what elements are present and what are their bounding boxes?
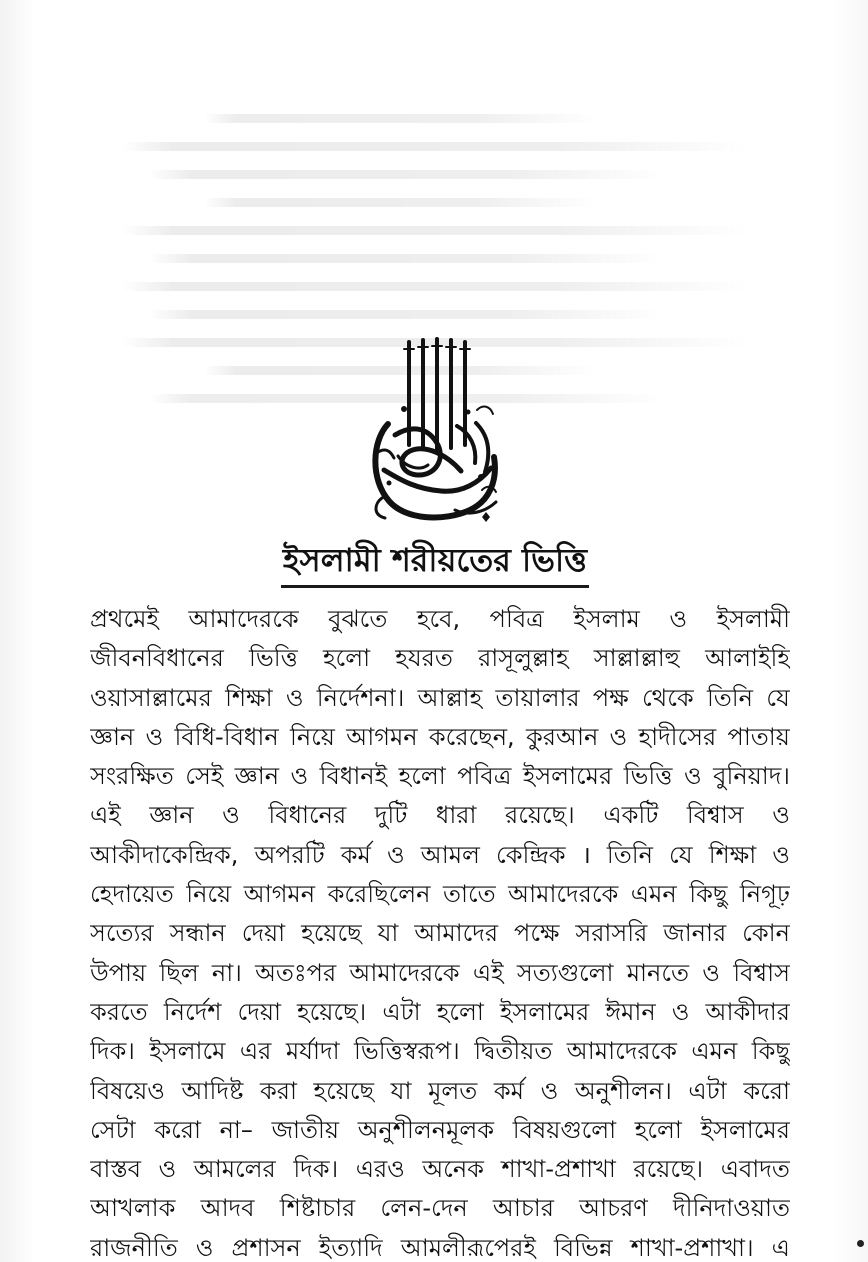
- paragraph-line: [90, 1072, 790, 1111]
- paragraph-word: জ্ঞান: [90, 722, 135, 751]
- paragraph-word: অনুশীলনমূলক: [357, 1115, 495, 1144]
- paragraph-line: [90, 836, 790, 875]
- paragraph-word: পবিত্র: [489, 605, 544, 633]
- paragraph-word: এমন: [691, 1037, 738, 1066]
- faint-show-through-line: [122, 142, 748, 151]
- paragraph-word: আমাদেরকে: [188, 605, 299, 633]
- paragraph-word: আগমন: [243, 880, 316, 909]
- paragraph-word: কোন: [742, 919, 790, 948]
- paragraph-line: [90, 1032, 790, 1071]
- paragraph-word: জ্ঞান: [234, 762, 280, 791]
- paragraph-word: আল্লাহ: [417, 683, 483, 712]
- paragraph-word: নিয়ে: [289, 722, 335, 751]
- paragraph-word: ইসলামের: [700, 1115, 790, 1144]
- paragraph-line: [90, 914, 790, 953]
- paragraph-line: [90, 600, 790, 639]
- faint-show-through-line: [204, 114, 598, 123]
- paragraph-word: ভিত্তি: [249, 644, 298, 673]
- paragraph-word: অতঃপর: [255, 958, 337, 987]
- paragraph-word: সন্ধান: [169, 919, 226, 948]
- paragraph-word: ভিত্তি: [623, 762, 673, 791]
- paragraph-word: তাতে: [443, 880, 496, 909]
- paragraph-word: হেদায়েত: [90, 880, 174, 909]
- faint-show-through-line: [149, 170, 666, 179]
- paragraph-word: না।: [211, 958, 242, 987]
- paragraph-word: ও: [772, 840, 790, 869]
- paragraph-word: আচরণ: [579, 1194, 648, 1223]
- paragraph-word: আমাদেরকে: [349, 958, 460, 987]
- paragraph-word: বুনিয়াদ।: [713, 762, 790, 791]
- paragraph-word: করা: [259, 1076, 297, 1105]
- paragraph-word: হয়েছে: [301, 919, 362, 948]
- paragraph-word: শিক্ষা: [708, 840, 757, 869]
- paragraph-word: জ্ঞান: [149, 801, 194, 830]
- paragraph-word: শাখা-প্রশাখা।: [630, 1233, 754, 1260]
- paragraph-word: হলো: [634, 1115, 682, 1144]
- paragraph-line: [90, 954, 790, 993]
- paragraph-word: সরাসরি: [575, 919, 648, 948]
- paragraph-word: এবাদত: [720, 1155, 790, 1184]
- paragraph-word: ঈমান: [605, 997, 656, 1026]
- faint-show-through-line: [122, 282, 748, 291]
- paragraph-word: পবিত্র: [457, 762, 512, 791]
- paragraph-word: আলাইহি: [705, 644, 790, 673]
- paragraph-word: যা: [377, 919, 399, 948]
- bismillah-calligraphy-icon: [359, 332, 511, 530]
- paragraph-word: হাদীসের: [638, 722, 717, 751]
- paragraph-word: লেন-দেন: [380, 1194, 468, 1223]
- paragraph-word: এরও: [355, 1155, 405, 1184]
- paragraph-word: করেছিলেন: [327, 880, 431, 909]
- paragraph-word: বিশ্বাস: [686, 801, 744, 830]
- paragraph-word: বিভিন্ন: [553, 1233, 613, 1260]
- paragraph-word: নির্দেশ: [163, 997, 222, 1026]
- paragraph-word: সেই: [185, 762, 224, 791]
- paragraph-word: ইসলাম: [573, 605, 640, 633]
- paragraph-word: বিশ্বাস: [733, 958, 790, 987]
- paragraph-word: রাজনীতি: [90, 1233, 178, 1260]
- paragraph-line: [90, 679, 790, 718]
- paragraph-word: বিষয়গুলো: [512, 1115, 617, 1144]
- paragraph-word: দুটি: [374, 801, 408, 830]
- paragraph-word: ও: [683, 762, 702, 791]
- paragraph-word: হলো: [398, 762, 446, 791]
- paragraph-word: আগমন: [346, 722, 418, 751]
- paragraph-word: প্রথমেই: [90, 605, 159, 633]
- paragraph-word: মর্যাদা: [285, 1037, 340, 1066]
- faint-show-through-line: [122, 226, 748, 235]
- paragraph-word: যে: [766, 683, 790, 712]
- paragraph-word: ।: [581, 840, 591, 869]
- paragraph-word: ও: [386, 840, 405, 869]
- paragraph-word: ও: [540, 1076, 559, 1105]
- paragraph-word: রয়েছে।: [633, 1155, 704, 1184]
- paragraph-word: রয়েছে।: [505, 801, 575, 830]
- paragraph-word: বিধি-বিধান: [174, 722, 279, 751]
- paragraph-word: ধারা: [435, 801, 477, 830]
- paragraph-word: এটা: [688, 1076, 727, 1105]
- paragraph-word: পাতায়: [727, 722, 790, 751]
- paragraph-word: আকীদাকেন্দ্রিক,: [90, 840, 239, 869]
- paragraph-word: সংরক্ষিত: [90, 762, 174, 791]
- paragraph-line: [90, 1111, 790, 1150]
- paragraph-word: ও: [669, 605, 688, 633]
- paragraph-line: [90, 1229, 790, 1260]
- paragraph-word: ছিল: [159, 958, 199, 987]
- paragraph-line: [90, 718, 790, 757]
- paragraph-word: এমন: [630, 880, 677, 909]
- paragraph-word: জানার: [663, 919, 727, 948]
- paragraph-word: আদব: [200, 1194, 255, 1223]
- paragraph-word: এটা: [382, 997, 421, 1026]
- paragraph-word: যে: [669, 840, 693, 869]
- paragraph-word: কর্ম: [340, 840, 371, 869]
- paragraph-word: শিক্ষা: [225, 683, 273, 712]
- paragraph-word: আমল: [420, 840, 480, 869]
- paragraph-word: হলো: [436, 997, 484, 1026]
- paragraph-word: বাস্তব: [90, 1155, 141, 1184]
- section-heading: ইসলামী শরীয়তের ভিত্তি: [281, 540, 589, 588]
- paragraph-word: এই: [90, 801, 121, 830]
- paragraph-word: আমলীরূপেরই: [400, 1233, 536, 1260]
- paragraph-word: একটি: [603, 801, 659, 830]
- paragraph-word: বিধানই: [319, 762, 388, 791]
- paragraph-word: নিয়ে: [186, 880, 232, 909]
- paragraph-line: [90, 639, 790, 678]
- paragraph-word: কিছু: [751, 1037, 790, 1066]
- paragraph-word: না–: [219, 1115, 253, 1144]
- paragraph-word: শাখা-প্রশাখা: [501, 1155, 616, 1184]
- paragraph-line: [90, 1150, 790, 1189]
- heading-container: [279, 540, 591, 588]
- paragraph-word: আচার: [492, 1194, 554, 1223]
- paragraph-word: তিনি: [706, 683, 754, 712]
- scan-edge-mark: [857, 1240, 864, 1247]
- paragraph-word: ইসলামের: [522, 762, 613, 791]
- paragraph-word: আকীদার: [705, 997, 790, 1026]
- paragraph-word: সাল্লাল্লাহু: [593, 644, 680, 673]
- paragraph-word: দীনিদাওয়াত: [672, 1194, 790, 1223]
- paragraph-word: রাসূলুল্লাহ: [478, 644, 569, 673]
- paragraph-word: সত্যগুলো: [516, 958, 614, 987]
- paragraph-word: এই: [472, 958, 504, 987]
- paragraph-line: [90, 993, 790, 1032]
- paragraph-word: হয়েছে: [313, 1076, 375, 1105]
- paragraph-word: আমাদেরকে: [508, 880, 619, 909]
- paragraph-word: হলো: [322, 644, 371, 673]
- paragraph-word: বিধানের: [268, 801, 347, 830]
- paragraph-word: আদিষ্ট: [181, 1076, 244, 1105]
- paragraph-word: কুরআন: [525, 722, 599, 751]
- paragraph-word: করতে: [90, 997, 148, 1026]
- paragraph-word: পক্ষ: [592, 683, 629, 712]
- paragraph-word: পক্ষে: [514, 919, 560, 948]
- paragraph-word: দ্বিতীয়ত: [474, 1037, 553, 1066]
- paragraph-word: ভিত্তিস্বরূপ।: [353, 1037, 460, 1066]
- paragraph-word: আমলের: [193, 1155, 276, 1184]
- paragraph-word: ও: [772, 801, 790, 830]
- paragraph-word: মানতে: [626, 958, 689, 987]
- faint-show-through-line: [204, 198, 598, 207]
- paragraph-word: ও: [702, 958, 720, 987]
- paragraph-word: বুঝতে: [328, 605, 388, 633]
- paragraph-word: তিনি: [606, 840, 653, 869]
- paragraph-word: কেন্দ্রিক: [496, 840, 566, 869]
- paragraph-word: ও: [671, 997, 690, 1026]
- paragraph-word: যা: [390, 1076, 412, 1105]
- paragraph-word: নির্দেশনা।: [316, 683, 405, 712]
- paragraph-word: করো: [743, 1076, 790, 1105]
- paragraph-word: অনুশীলন।: [574, 1076, 672, 1105]
- paragraph-word: ও: [145, 722, 164, 751]
- paragraph-word: হযরত: [395, 644, 453, 673]
- paragraph-word: ইসলামী: [716, 605, 790, 633]
- paragraph-word: মূলত: [428, 1076, 478, 1105]
- faint-show-through-line: [149, 310, 666, 319]
- paragraph-word: করো: [154, 1115, 201, 1144]
- paragraph-word: ওয়াসাল্লামের: [90, 683, 212, 712]
- paragraph-word: ও: [290, 762, 309, 791]
- paragraph-word: আখলাক: [90, 1194, 176, 1223]
- paragraph-word: নিগূঢ়: [739, 880, 790, 909]
- paragraph-word: দিক।: [90, 1037, 135, 1066]
- paragraph-word: থেকে: [641, 683, 694, 712]
- paragraph-word: ইসলামে: [149, 1037, 226, 1066]
- paragraph-line: [90, 1189, 790, 1228]
- paragraph-line: [90, 796, 790, 835]
- paragraph-word: আমাদেরকে: [566, 1037, 677, 1066]
- paragraph-word: তায়ালার: [495, 683, 580, 712]
- paragraph-word: ও: [285, 683, 304, 712]
- paragraph-word: জীবনবিধানের: [90, 644, 224, 673]
- paragraph-word: বিষয়েও: [90, 1076, 165, 1105]
- paragraph-word: কিছু: [689, 880, 728, 909]
- paragraph-word: সেটা: [90, 1115, 136, 1144]
- paragraph-word: ইত্যাদি: [318, 1233, 383, 1260]
- paragraph-word: অনেক: [422, 1155, 484, 1184]
- body-paragraph: [90, 600, 790, 1260]
- paragraph-word: দেয়া: [241, 919, 286, 948]
- paragraph-word: প্রশাসন: [231, 1233, 301, 1260]
- paragraph-word: এর: [239, 1037, 272, 1066]
- paragraph-word: এ: [771, 1233, 790, 1260]
- paragraph-word: করেছেন,: [428, 722, 515, 751]
- paragraph-word: কর্ম: [493, 1076, 524, 1105]
- paragraph-word: হবে,: [416, 605, 461, 633]
- paragraph-word: দিক।: [293, 1155, 339, 1184]
- paragraph-line: [90, 875, 790, 914]
- paragraph-word: ও: [222, 801, 240, 830]
- paragraph-line: [90, 757, 790, 796]
- paragraph-word: ও: [195, 1233, 214, 1260]
- paragraph-word: সত্যের: [90, 919, 154, 948]
- paragraph-word: আমাদের: [414, 919, 499, 948]
- paragraph-word: দেয়া: [237, 997, 281, 1026]
- paragraph-word: শিষ্টাচার: [279, 1194, 356, 1223]
- paragraph-word: উপায়: [90, 958, 147, 987]
- paragraph-word: জাতীয়: [271, 1115, 340, 1144]
- paragraph-word: অপরটি: [254, 840, 325, 869]
- faint-show-through-line: [149, 254, 666, 263]
- paragraph-word: ও: [609, 722, 628, 751]
- paragraph-word: ইসলামের: [499, 997, 590, 1026]
- paragraph-word: ও: [158, 1155, 177, 1184]
- paragraph-word: হয়েছে।: [297, 997, 367, 1026]
